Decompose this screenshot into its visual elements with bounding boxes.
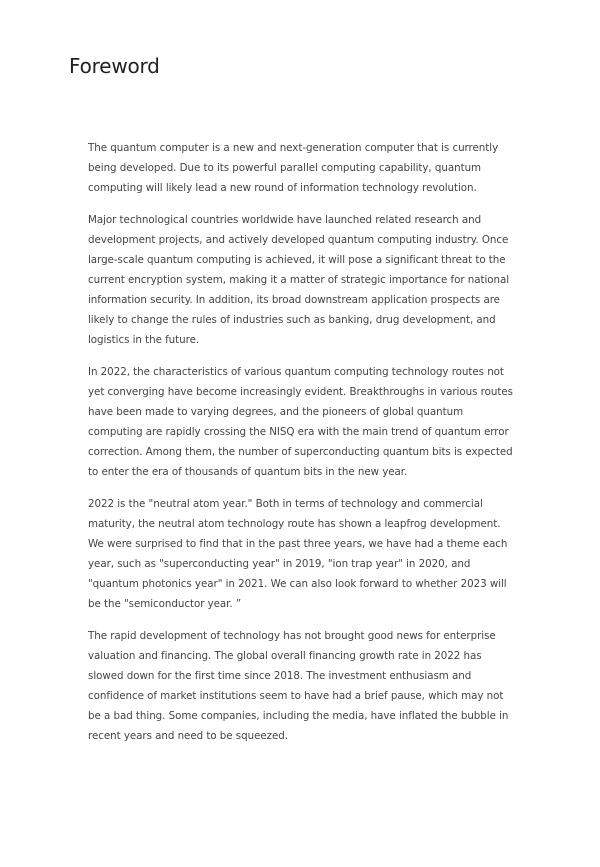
paragraph-3: In 2022, the characteristics of various quantum computing technology routes not yet converging have become increasingly evident. Breakthroughs in various routes have been made to varying degrees, and the pioneers of global quantum computing are rapidly crossing the NISQ era with the main trend of quantum error correction. Among them, the number of superconducting quantum bits is expected to enter the era of thousands of quantum bits in the new year. [88, 366, 513, 478]
paragraph-4: 2022 is the "neutral atom year." Both in terms of technology and commercial maturity, the neutral atom technology route has shown a leapfrog development. We were surprised to find that in the past three years, we have had a theme each year, such as "superconducting year" in 2019, "ion trap year" in 2020, and "quantum photonics year" in 2021. We can also look forward to whether 2023 will be the "semiconductor year. ” [88, 498, 508, 610]
paragraph-2: Major technological countries worldwide have launched related research and development projects, and actively developed quantum computing industry. Once large-scale quantum computing is achieved, it will pose a significant threat to the current encryption system, making it a matter of strategic importance for national information security. In addition, its broad downstream application prospects are likely to change the rules of industries such as banking, drug development, and logistics in the future. [88, 214, 510, 346]
page-title: Foreword [69, 54, 160, 78]
paragraph-5: The rapid development of technology has not brought good news for enterprise valuation and financing. The global overall financing growth rate in 2022 has slowed down for the first time since 2018. The investment enthusiasm and confidence of market institutions seem to have had a brief pause, which may not be a bad thing. Some companies, including the media, have inflated the bubble in recent years and need to be squeezed. [88, 630, 509, 742]
paragraph-1: The quantum computer is a new and next-generation computer that is currently being developed. Due to its powerful parallel computing capability, quantum computing will likely lead a new round of information technology revolution. [88, 142, 499, 194]
foreword-body [88, 138, 518, 758]
